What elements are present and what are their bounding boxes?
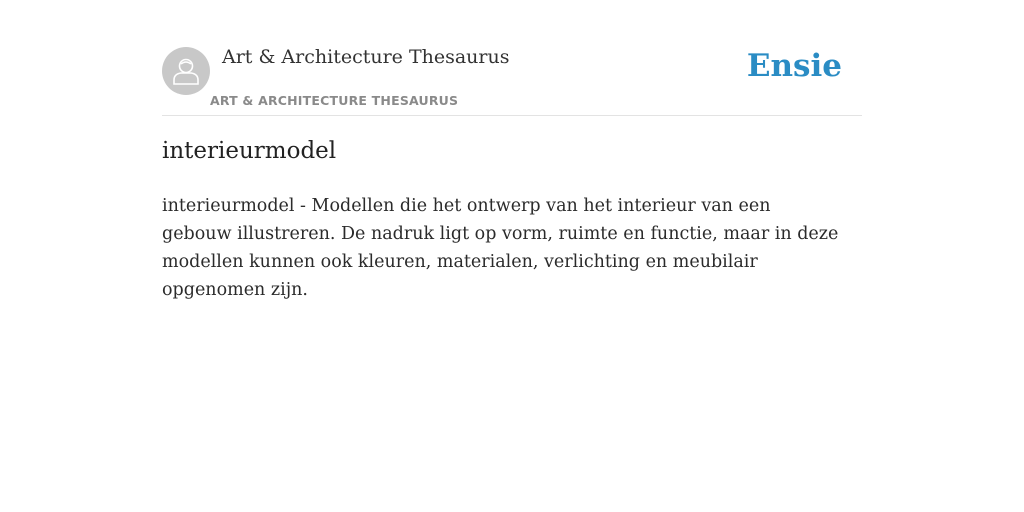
avatar[interactable] <box>162 47 210 95</box>
user-icon <box>172 56 200 86</box>
source-label: ART & ARCHITECTURE THESAURUS <box>210 93 459 108</box>
entry-header <box>162 40 862 116</box>
page-title: interieurmodel <box>162 138 337 164</box>
author-name-link[interactable]: Art & Architecture Thesaurus <box>222 46 510 68</box>
brand-logo[interactable]: Ensie <box>746 48 842 84</box>
definition-text: interieurmodel - Modellen die het ontwerp van het interieur van een gebouw illustreren. De nadruk ligt op vorm, ruimte en functie, maar in deze modellen kunnen ook kleuren, materialen, verlichting en meubilair opgenomen zijn. <box>162 196 839 300</box>
